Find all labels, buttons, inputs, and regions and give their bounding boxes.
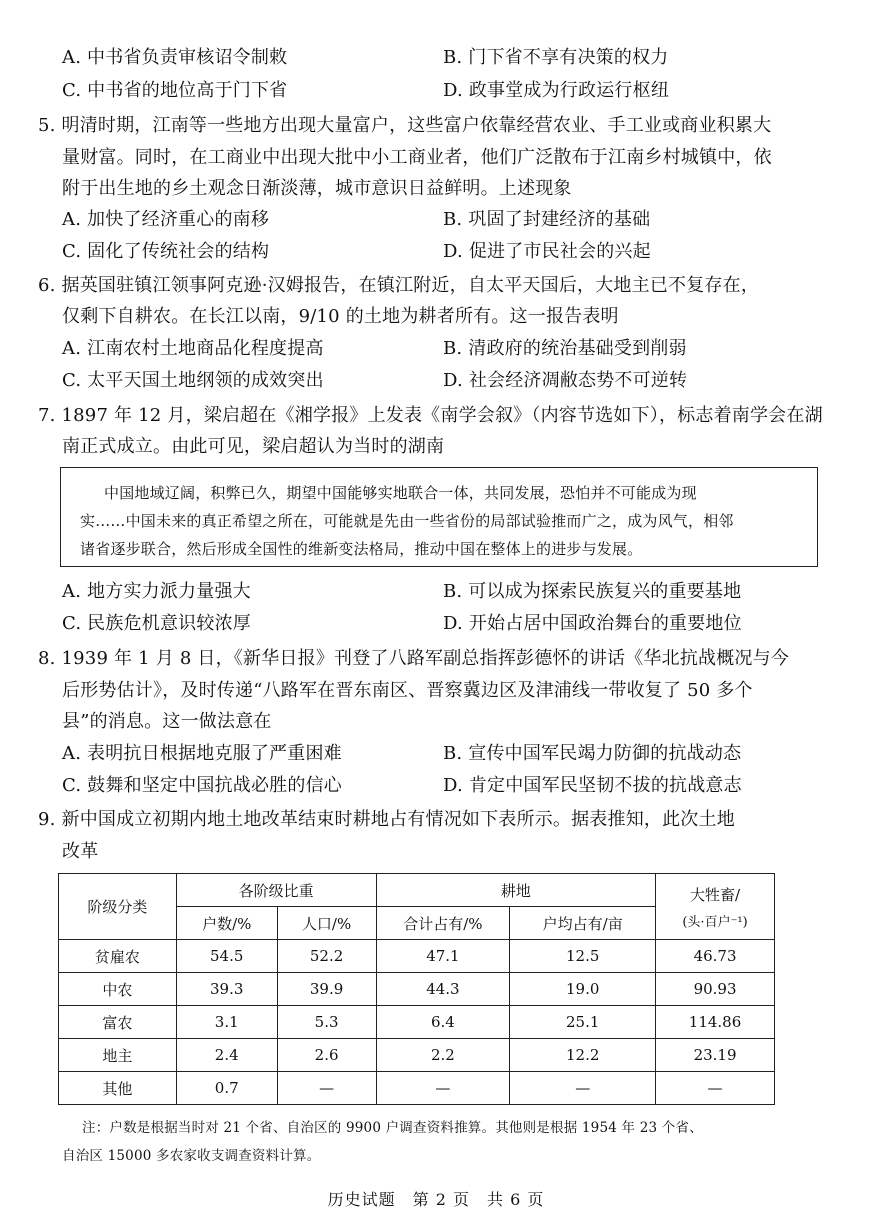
q5-option-a: A. 加快了经济重心的南移 xyxy=(62,209,270,230)
q7-stem-line: 南正式成立。由此可见，梁启超认为当时的湖南 xyxy=(62,436,445,457)
cell-households: 3.1 xyxy=(176,1006,277,1039)
header-total-land: 合计占有/% xyxy=(376,907,510,940)
cell-land-per-household: 25.1 xyxy=(510,1006,656,1039)
cell-class: 贫雇农 xyxy=(59,940,177,973)
cell-population: 52.2 xyxy=(277,940,376,973)
q4-option-d: D. 政事堂成为行政运行枢纽 xyxy=(443,80,670,101)
header-livestock-line2: (头·百户⁻¹) xyxy=(682,914,748,930)
q8-stem-line: 8. 1939 年 1 月 8 日，《新华日报》刊登了八路军副总指挥彭德怀的讲话《华北抗战概况与今 xyxy=(38,648,790,669)
q5-stem-line: 5. 明清时期，江南等一些地方出现大量富户，这些富户依靠经营农业、手工业或商业积累大 xyxy=(38,115,772,136)
cell-households: 0.7 xyxy=(176,1072,277,1105)
table-row xyxy=(59,1006,775,1039)
cell-total-land: 47.1 xyxy=(376,940,510,973)
q8-option-b: B. 宣传中国军民竭力防御的抗战动态 xyxy=(443,743,742,764)
q4-option-c: C. 中书省的地位高于门下省 xyxy=(62,80,288,101)
cell-total-land: 6.4 xyxy=(376,1006,510,1039)
q5-option-c: C. 固化了传统社会的结构 xyxy=(62,241,270,262)
table-row xyxy=(59,940,775,973)
q7-option-d: D. 开始占居中国政治舞台的重要地位 xyxy=(443,613,742,634)
cell-population: 2.6 xyxy=(277,1039,376,1072)
q5-option-d: D. 促进了市民社会的兴起 xyxy=(443,241,651,262)
q7-option-a: A. 地方实力派力量强大 xyxy=(62,581,251,602)
q6-option-d: D. 社会经济凋敝态势不可逆转 xyxy=(443,370,688,391)
q6-stem-line: 仅剩下自耕农。在长江以南，9/10 的土地为耕者所有。这一报告表明 xyxy=(62,306,619,327)
cell-land-per-household: 12.5 xyxy=(510,940,656,973)
cell-livestock: — xyxy=(656,1072,775,1105)
cell-livestock: 46.73 xyxy=(656,940,775,973)
cell-class: 地主 xyxy=(59,1039,177,1072)
header-livestock xyxy=(656,874,775,940)
q8-option-a: A. 表明抗日根据地克服了严重困难 xyxy=(62,743,342,764)
q8-option-d: D. 肯定中国军民坚韧不拔的抗战意志 xyxy=(443,775,742,796)
q6-option-c: C. 太平天国土地纲领的成效突出 xyxy=(62,370,324,391)
q7-quote-line: 中国地域辽阔，积弊已久，期望中国能够实地联合一体，共同发展，恐怕并不可能成为现 xyxy=(104,484,697,502)
cell-households: 2.4 xyxy=(176,1039,277,1072)
q6-option-a: A. 江南农村土地商品化程度提高 xyxy=(62,338,324,359)
q7-option-c: C. 民族危机意识较浓厚 xyxy=(62,613,251,634)
q6-stem-line: 6. 据英国驻镇江领事阿克逊·汉姆报告，在镇江附近，自太平天国后，大地主已不复存在， xyxy=(38,275,760,296)
page-footer: 历史试题 第 2 页 共 6 页 xyxy=(327,1190,545,1209)
table-row xyxy=(59,973,775,1006)
q7-quote-line: 实……中国未来的真正希望之所在，可能就是先由一些省份的局部试验推而广之，成为风气，相邻 xyxy=(80,512,734,530)
q7-quote-box xyxy=(60,467,818,567)
cell-land-per-household: 12.2 xyxy=(510,1039,656,1072)
cell-land-per-household: — xyxy=(510,1072,656,1105)
q8-option-c: C. 鼓舞和坚定中国抗战必胜的信心 xyxy=(62,775,342,796)
cell-population: 5.3 xyxy=(277,1006,376,1039)
header-livestock-line1: 大牲畜/ xyxy=(690,885,741,904)
cell-class: 其他 xyxy=(59,1072,177,1105)
cell-livestock: 90.93 xyxy=(656,973,775,1006)
cell-households: 39.3 xyxy=(176,973,277,1006)
q5-stem-line: 附于出生地的乡土观念日渐淡薄，城市意识日益鲜明。上述现象 xyxy=(62,178,572,199)
q5-stem-line: 量财富。同时，在工商业中出现大批中小工商业者，他们广泛散布于江南乡村城镇中，依 xyxy=(62,147,772,168)
q4-option-b: B. 门下省不享有决策的权力 xyxy=(443,47,669,68)
header-class: 阶级分类 xyxy=(59,874,177,940)
q9-stem-line: 9. 新中国成立初期内地土地改革结束时耕地占有情况如下表所示。据表推知，此次土地 xyxy=(38,809,735,830)
cell-class: 富农 xyxy=(59,1006,177,1039)
q7-option-b: B. 可以成为探索民族复兴的重要基地 xyxy=(443,581,742,602)
table-row xyxy=(59,1039,775,1072)
cell-total-land: 44.3 xyxy=(376,973,510,1006)
q9-stem-line: 改革 xyxy=(62,841,99,862)
cell-livestock: 23.19 xyxy=(656,1039,775,1072)
cell-livestock: 114.86 xyxy=(656,1006,775,1039)
cell-total-land: — xyxy=(376,1072,510,1105)
q4-option-a: A. 中书省负责审核诏令制敕 xyxy=(62,47,288,68)
cell-class: 中农 xyxy=(59,973,177,1006)
q7-stem-line: 7. 1897 年 12 月，梁启超在《湘学报》上发表《南学会叙》（内容节选如下），标志着南学会在湖 xyxy=(38,405,823,426)
q7-quote-line: 诸省逐步联合，然后形成全国性的维新变法格局，推动中国在整体上的进步与发展。 xyxy=(80,540,643,558)
cell-total-land: 2.2 xyxy=(376,1039,510,1072)
land-ownership-table xyxy=(58,873,775,1105)
header-ratio: 各阶级比重 xyxy=(176,874,376,907)
q6-option-b: B. 清政府的统治基础受到削弱 xyxy=(443,338,687,359)
q8-stem-line: 后形势估计》，及时传递“八路军在晋东南区、晋察冀边区及津浦线一带收复了 50 多个 xyxy=(62,680,753,701)
table-note-line1: 注：户数是根据当时对 21 个省、自治区的 9900 户调查资料推算。其他则是根据 1954 年 23 个省、 xyxy=(82,1120,703,1136)
q8-stem-line: 县”的消息。这一做法意在 xyxy=(62,711,272,732)
cell-households: 54.5 xyxy=(176,940,277,973)
cell-population: — xyxy=(277,1072,376,1105)
q5-option-b: B. 巩固了封建经济的基础 xyxy=(443,209,651,230)
table-note-line2: 自治区 15000 多农家收支调查资料计算。 xyxy=(62,1148,321,1164)
cell-land-per-household: 19.0 xyxy=(510,973,656,1006)
header-population: 人口/% xyxy=(277,907,376,940)
cell-population: 39.9 xyxy=(277,973,376,1006)
header-land: 耕地 xyxy=(376,874,656,907)
header-land-per-household: 户均占有/亩 xyxy=(510,907,656,940)
header-households: 户数/% xyxy=(176,907,277,940)
table-row xyxy=(59,1072,775,1105)
